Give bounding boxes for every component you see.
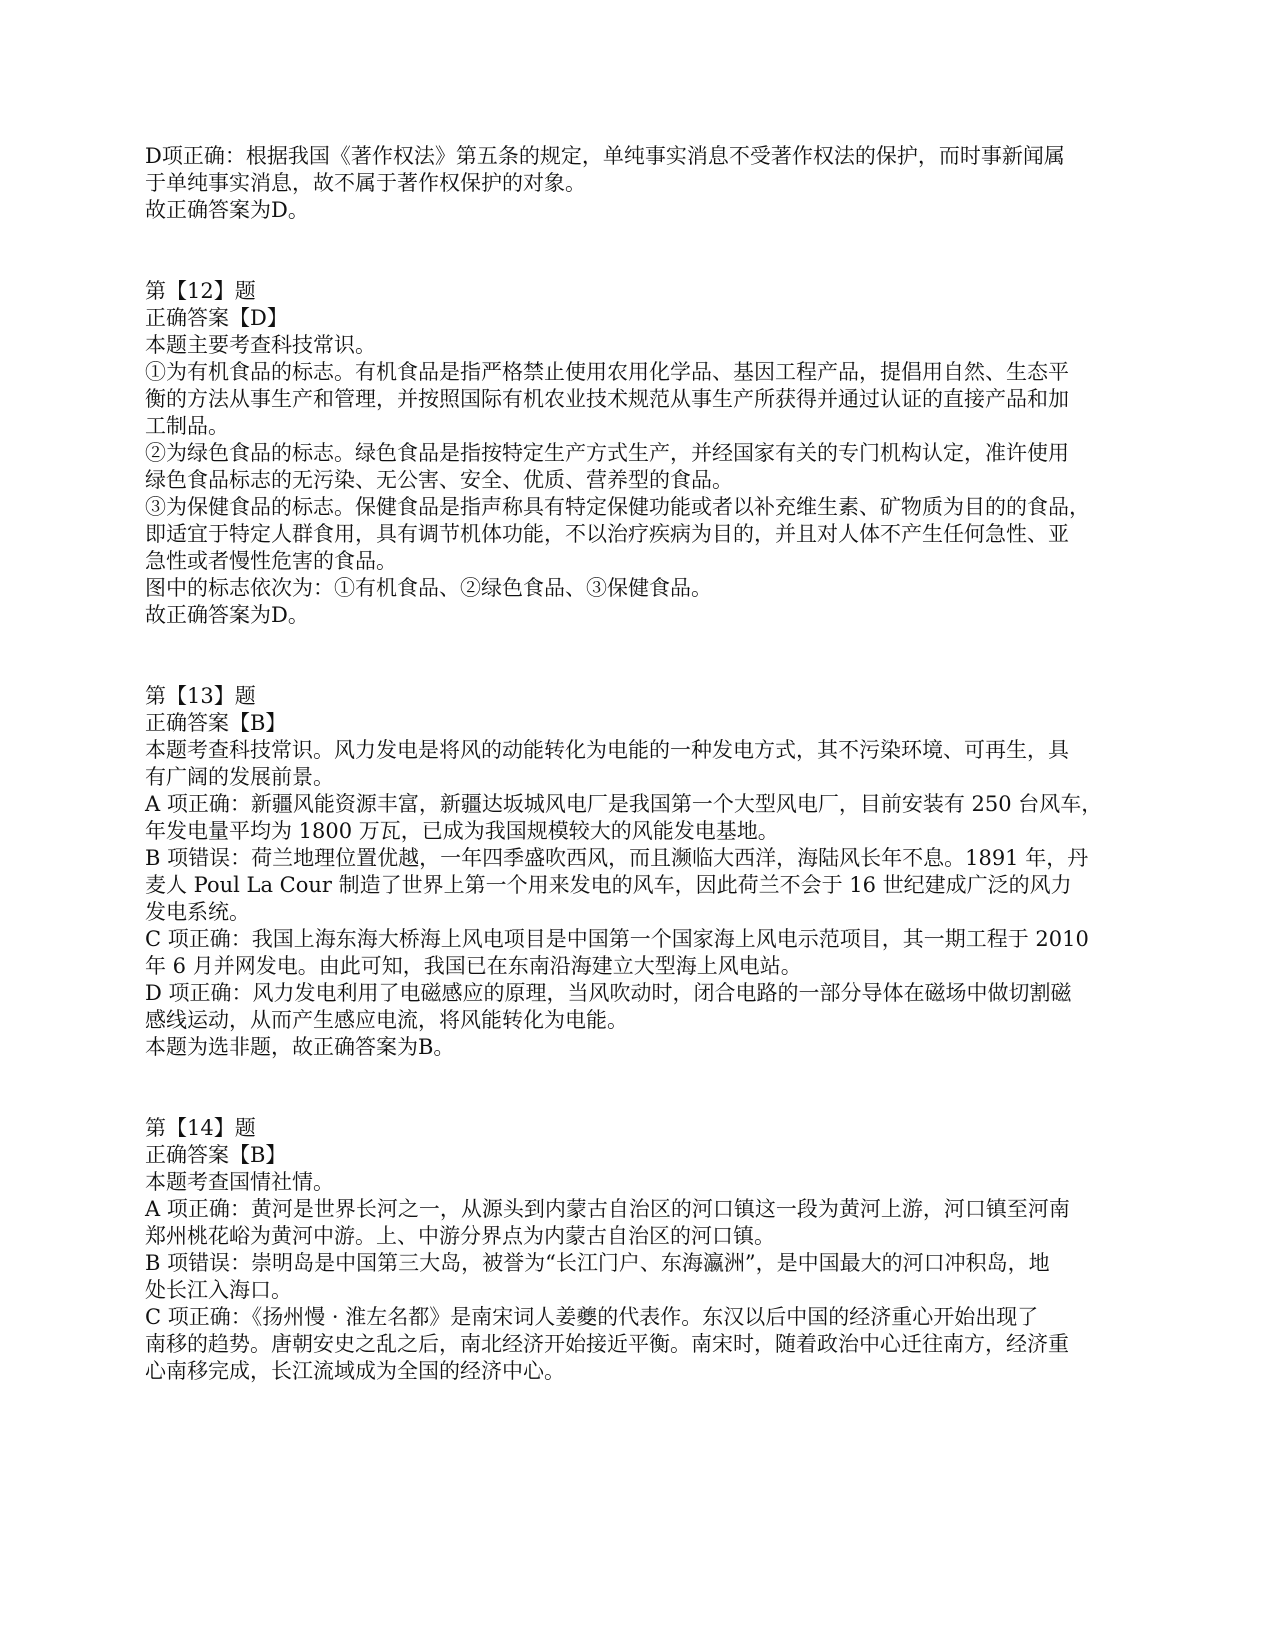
- text-line: 故正确答案为D。: [145, 198, 309, 222]
- text-line: ①为有机食品的标志。有机食品是指严格禁止使用农用化学品、基因工程产品，提倡用自然、生态平: [145, 360, 1069, 384]
- text-line: 本题主要考查科技常识。: [145, 333, 376, 357]
- text-line: 处长江入海口。: [145, 1278, 292, 1302]
- text-line: 急性或者慢性危害的食品。: [145, 549, 397, 573]
- text-line: 工制品。: [145, 414, 229, 438]
- text-line: 感线运动，从而产生感应电流，将风能转化为电能。: [145, 1008, 628, 1032]
- text-line: 衡的方法从事生产和管理，并按照国际有机农业技术规范从事生产所获得并通过认证的直接产品和加: [145, 387, 1069, 411]
- text-line: 郑州桃花峪为黄河中游。上、中游分界点为内蒙古自治区的河口镇。: [145, 1224, 775, 1248]
- text-line: 心南移完成，长江流域成为全国的经济中心。: [145, 1359, 565, 1383]
- text-line: 年发电量平均为 1800 万瓦，已成为我国规模较大的风能发电基地。: [145, 819, 779, 843]
- text-line: D项正确：根据我国《著作权法》第五条的规定，单纯事实消息不受著作权法的保护，而时事新闻属: [145, 144, 1065, 168]
- answer-section: [145, 278, 1145, 629]
- answer-section: [145, 683, 1145, 1061]
- question-title: 第【12】题: [145, 279, 256, 303]
- answer-section: [145, 1115, 1145, 1385]
- text-line: 绿色食品标志的无污染、无公害、安全、优质、营养型的食品。: [145, 468, 733, 492]
- text-line: C 项正确：我国上海东海大桥海上风电项目是中国第一个国家海上风电示范项目，其一期工程于 2010: [145, 927, 1089, 951]
- text-line: ②为绿色食品的标志。绿色食品是指按特定生产方式生产，并经国家有关的专门机构认定，准许使用: [145, 441, 1069, 465]
- text-line: B 项错误：荷兰地理位置优越，一年四季盛吹西风，而且濒临大西洋，海陆风长年不息。1891 年，丹: [145, 846, 1089, 870]
- correct-answer: 正确答案【B】: [145, 711, 287, 735]
- text-line: 故正确答案为D。: [145, 603, 309, 627]
- text-line: 本题为选非题，故正确答案为B。: [145, 1035, 455, 1059]
- text-line: 于单纯事实消息，故不属于著作权保护的对象。: [145, 171, 586, 195]
- question-title: 第【13】题: [145, 684, 256, 708]
- text-line: A 项正确：新疆风能资源丰富，新疆达坂城风电厂是我国第一个大型风电厂，目前安装有 250 台风车，: [145, 792, 1103, 816]
- text-line: 本题考查科技常识。风力发电是将风的动能转化为电能的一种发电方式，其不污染环境、可再生，具: [145, 738, 1069, 762]
- question-title: 第【14】题: [145, 1116, 256, 1140]
- text-line: 图中的标志依次为：①有机食品、②绿色食品、③保健食品。: [145, 576, 712, 600]
- text-line: 发电系统。: [145, 900, 250, 924]
- text-line: D 项正确：风力发电利用了电磁感应的原理，当风吹动时，闭合电路的一部分导体在磁场中做切割磁: [145, 981, 1072, 1005]
- answer-section: [145, 143, 1145, 224]
- text-line: C 项正确：《扬州慢 · 淮左名都》是南宋词人姜夔的代表作。东汉以后中国的经济重心开始出现了: [145, 1305, 1039, 1329]
- text-line: 年 6 月并网发电。由此可知，我国已在东南沿海建立大型海上风电站。: [145, 954, 802, 978]
- text-line: 有广阔的发展前景。: [145, 765, 334, 789]
- text-line: 本题考查国情社情。: [145, 1170, 334, 1194]
- text-line: 南移的趋势。唐朝安史之乱之后，南北经济开始接近平衡。南宋时，随着政治中心迁往南方，经济重: [145, 1332, 1069, 1356]
- correct-answer: 正确答案【D】: [145, 306, 288, 330]
- text-line: ③为保健食品的标志。保健食品是指声称具有特定保健功能或者以补充维生素、矿物质为目的的食品，: [145, 495, 1090, 519]
- text-line: 即适宜于特定人群食用，具有调节机体功能，不以治疗疾病为目的，并且对人体不产生任何急性、亚: [145, 522, 1069, 546]
- text-line: 麦人 Poul La Cour 制造了世界上第一个用来发电的风车，因此荷兰不会于 16 世纪建成广泛的风力: [145, 873, 1072, 897]
- text-line: B 项错误：崇明岛是中国第三大岛，被誉为“长江门户、东海瀛洲”，是中国最大的河口冲积岛，地: [145, 1251, 1050, 1275]
- correct-answer: 正确答案【B】: [145, 1143, 287, 1167]
- text-line: A 项正确：黄河是世界长河之一，从源头到内蒙古自治区的河口镇这一段为黄河上游，河口镇至河南: [145, 1197, 1070, 1221]
- document-body: [145, 143, 1145, 1385]
